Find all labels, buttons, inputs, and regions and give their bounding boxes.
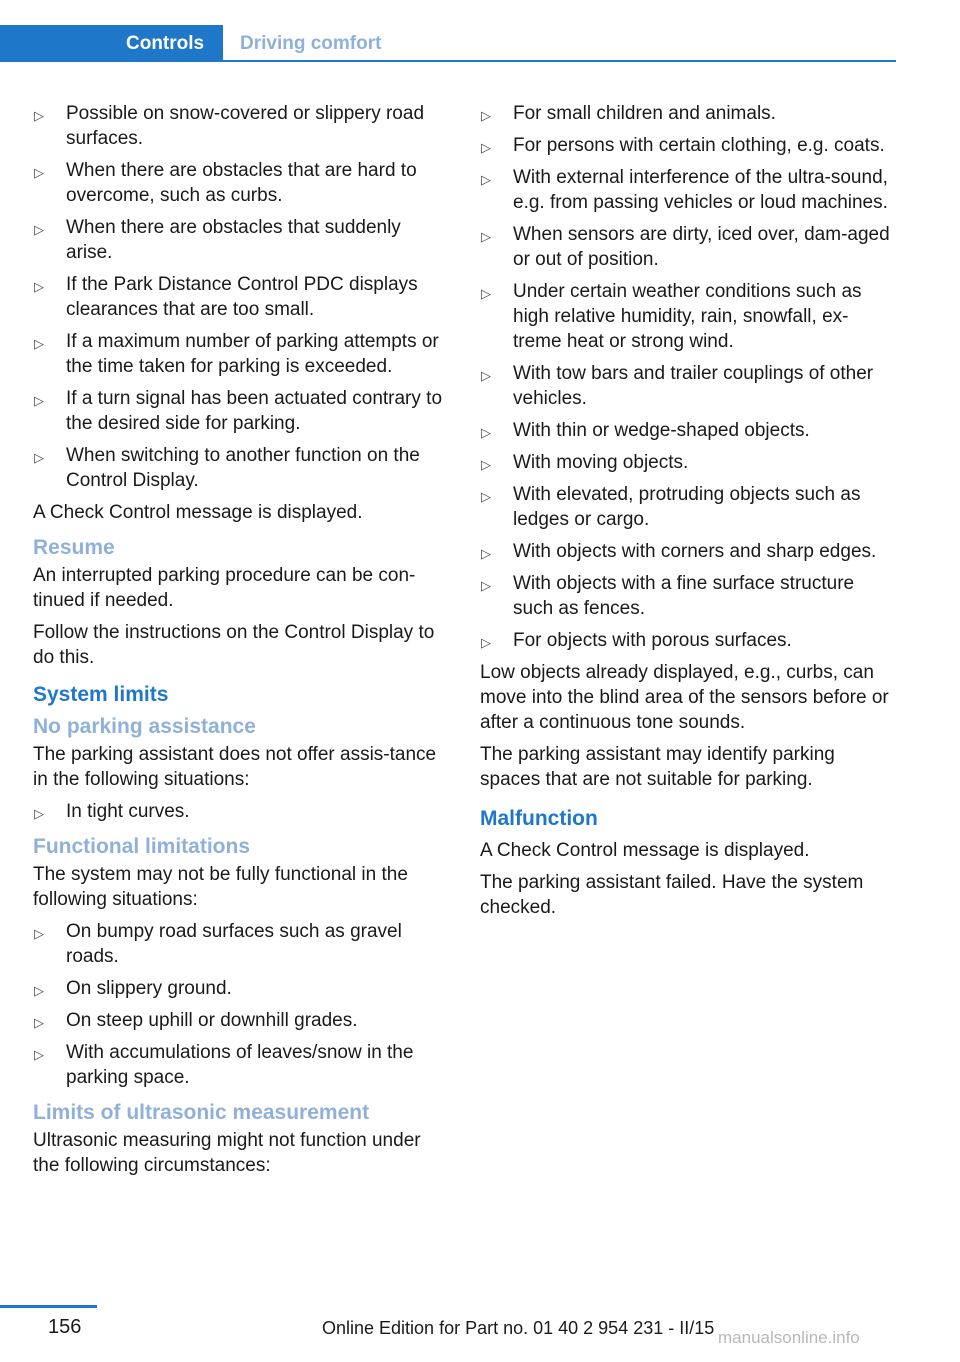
list-item — [480, 539, 895, 564]
list-item-text: With accumulations of leaves/snow in the parking space. — [66, 1042, 414, 1088]
resume-paragraph-2: Follow the instructions on the Control Display to do this. — [33, 622, 435, 668]
section-tab-controls[interactable]: Controls — [0, 25, 223, 62]
bullet-arrow-icon: ▷ — [34, 806, 44, 821]
edition-text: Online Edition for Part no. 01 40 2 954 231 - II/15 — [322, 1318, 715, 1338]
ultrasonic-limits-heading: Limits of ultrasonic measurement — [33, 1101, 370, 1124]
bullet-arrow-icon: ▷ — [34, 1015, 44, 1030]
bullet-arrow-icon: ▷ — [481, 368, 491, 383]
list-item — [33, 101, 448, 151]
list-item-text: Under certain weather conditions such as high relative humidity, rain, snowfall, ex-treme heat or strong wind. — [513, 281, 862, 352]
list-item-text: With external interference of the ultra-sound, e.g. from passing vehicles or loud machines. — [513, 167, 888, 213]
list-item — [33, 215, 448, 265]
list-item-text: For small children and animals. — [513, 103, 776, 124]
list-item — [480, 571, 895, 621]
list-item — [480, 279, 895, 354]
list-item — [33, 386, 448, 436]
list-item-text: If the Park Distance Control PDC displays clearances that are too small. — [66, 274, 418, 320]
list-item — [480, 628, 895, 653]
bullet-arrow-icon: ▷ — [481, 489, 491, 504]
list-item — [480, 482, 895, 532]
functional-limitations-heading: Functional limitations — [33, 835, 251, 858]
abort-conditions-list — [33, 101, 448, 493]
bullet-arrow-icon: ▷ — [481, 286, 491, 301]
list-item-text: On bumpy road surfaces such as gravel roads. — [66, 921, 402, 967]
bullet-arrow-icon: ▷ — [481, 425, 491, 440]
ultrasonic-circumstances-list — [480, 101, 895, 653]
list-item — [480, 133, 895, 158]
bullet-arrow-icon: ▷ — [34, 108, 44, 123]
no-parking-assistance-heading: No parking assistance — [33, 715, 256, 738]
left-column — [33, 101, 448, 1185]
bullet-arrow-icon: ▷ — [481, 108, 491, 123]
no-parking-paragraph: The parking assistant does not offer assis-tance in the following situations: — [33, 744, 437, 790]
list-item — [480, 165, 895, 215]
list-item — [33, 1008, 448, 1033]
list-item-text: With objects with a fine surface structure such as fences. — [513, 573, 855, 619]
list-item-text: When sensors are dirty, iced over, dam-aged or out of position. — [513, 224, 890, 270]
list-item-text: With elevated, protruding objects such as ledges or cargo. — [513, 484, 861, 530]
page-header — [0, 25, 896, 62]
bullet-arrow-icon: ▷ — [34, 450, 44, 465]
low-objects-paragraph: Low objects already displayed, e.g., curbs, can move into the blind area of the sensors before or after a continuous tone sounds. — [480, 662, 889, 733]
list-item-text: When switching to another function on the Control Display. — [66, 445, 420, 491]
bullet-arrow-icon: ▷ — [481, 172, 491, 187]
list-item-text: In tight curves. — [66, 801, 190, 822]
unsuitable-spaces-paragraph: The parking assistant may identify parking spaces that are not suitable for parking. — [480, 744, 835, 790]
list-item — [480, 418, 895, 443]
bullet-arrow-icon: ▷ — [34, 279, 44, 294]
bullet-arrow-icon: ▷ — [481, 635, 491, 650]
bullet-arrow-icon: ▷ — [34, 222, 44, 237]
list-item-text: On steep uphill or downhill grades. — [66, 1010, 358, 1031]
no-parking-list — [33, 799, 448, 824]
list-item — [33, 1040, 448, 1090]
ultrasonic-paragraph: Ultrasonic measuring might not function under the following circumstances: — [33, 1130, 421, 1176]
section-tab-driving-comfort[interactable]: Driving comfort — [240, 33, 382, 54]
footer-rule — [0, 1305, 97, 1308]
functional-list — [33, 919, 448, 1090]
list-item — [33, 272, 448, 322]
list-item — [33, 799, 448, 824]
system-limits-heading: System limits — [33, 683, 169, 706]
bullet-arrow-icon: ▷ — [34, 1047, 44, 1062]
bullet-arrow-icon: ▷ — [34, 336, 44, 351]
list-item-text: When there are obstacles that suddenly arise. — [66, 217, 401, 263]
list-item-text: For objects with porous surfaces. — [513, 630, 792, 651]
resume-heading: Resume — [33, 536, 115, 559]
header-rule — [0, 60, 896, 62]
list-item — [33, 329, 448, 379]
right-column — [480, 101, 895, 927]
bullet-arrow-icon: ▷ — [481, 140, 491, 155]
functional-paragraph: The system may not be fully functional in the following situations: — [33, 864, 408, 910]
list-item-text: When there are obstacles that are hard to overcome, such as curbs. — [66, 160, 417, 206]
list-item — [33, 443, 448, 493]
list-item — [480, 222, 895, 272]
list-item-text: For persons with certain clothing, e.g. coats. — [513, 135, 885, 156]
list-item — [33, 976, 448, 1001]
list-item-text: On slippery ground. — [66, 978, 232, 999]
list-item-text: With tow bars and trailer couplings of other vehicles. — [513, 363, 874, 409]
list-item — [33, 158, 448, 208]
list-item-text: With thin or wedge-shaped objects. — [513, 420, 810, 441]
list-item — [480, 450, 895, 475]
malfunction-heading: Malfunction — [480, 807, 598, 830]
list-item — [33, 919, 448, 969]
bullet-arrow-icon: ▷ — [481, 546, 491, 561]
bullet-arrow-icon: ▷ — [34, 983, 44, 998]
bullet-arrow-icon: ▷ — [34, 165, 44, 180]
page-number: 156 — [48, 1316, 82, 1338]
list-item-text: If a maximum number of parking attempts or the time taken for parking is exceeded. — [66, 331, 439, 377]
check-control-paragraph: A Check Control message is displayed. — [33, 502, 363, 523]
list-item-text: If a turn signal has been actuated contrary to the desired side for parking. — [66, 388, 443, 434]
list-item — [480, 101, 895, 126]
list-item-text: Possible on snow-covered or slippery road surfaces. — [66, 103, 425, 149]
bullet-arrow-icon: ▷ — [34, 393, 44, 408]
list-item — [480, 361, 895, 411]
bullet-arrow-icon: ▷ — [481, 457, 491, 472]
watermark-text: manualsonline.info — [718, 1328, 860, 1347]
bullet-arrow-icon: ▷ — [34, 926, 44, 941]
list-item-text: With moving objects. — [513, 452, 689, 473]
list-item-text: With objects with corners and sharp edges. — [513, 541, 877, 562]
malfunction-paragraph-1: A Check Control message is displayed. — [480, 840, 810, 861]
bullet-arrow-icon: ▷ — [481, 229, 491, 244]
resume-paragraph-1: An interrupted parking procedure can be con-tinued if needed. — [33, 565, 416, 611]
malfunction-paragraph-2: The parking assistant failed. Have the system checked. — [480, 872, 864, 918]
bullet-arrow-icon: ▷ — [481, 578, 491, 593]
